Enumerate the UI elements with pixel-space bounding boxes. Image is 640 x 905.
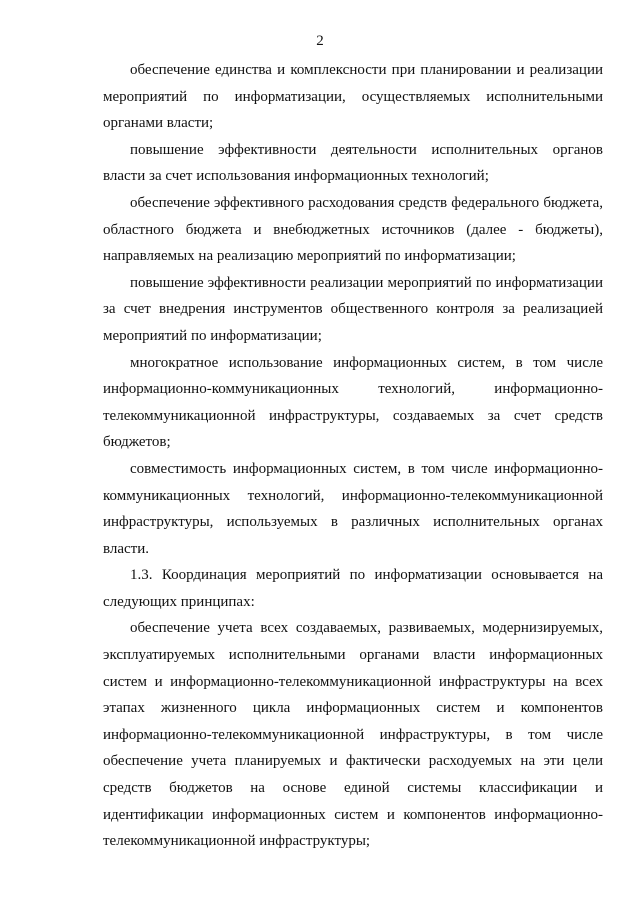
paragraph-5: многократное использование информационных систем, в том числе информационно-коммуникационных технологий, информационно-телекоммуникационной инфраструктуры, создаваемых за счет средств бюджетов; <box>103 354 603 451</box>
paragraph-4: повышение эффективности реализации мероприятий по информатизации за счет внедрения инструментов общественного контроля за реализацией мероприятий по информатизации; <box>103 274 603 344</box>
paragraph-3: обеспечение эффективного расходования средств федерального бюджета, областного бюджета и внебюджетных источников (далее - бюджеты), направляемых на реализацию мероприятий по информатизации; <box>103 194 603 265</box>
paragraph-8: обеспечение учета всех создаваемых, развиваемых, модернизируемых, эксплуатируемых исполнительными органами власти информационных систем и информационно-телекоммуникационной инфраструктуры на всех этапах жизненного цикла информационных систем и компонентов информационно-телекоммуникационной инфраструктуры, в том числе обеспечение учета планируемых и фактически расходуемых на эти цели средств бюджетов на основе единой системы классификации и идентификации информационных систем и компонентов информационно-телекоммуникационной инфраструктуры; <box>103 620 603 850</box>
document-body <box>103 57 603 855</box>
paragraph-7: 1.3. Координация мероприятий по информатизации основывается на следующих принципах: <box>103 567 603 610</box>
paragraph-1: обеспечение единства и комплексности при планировании и реализации мероприятий по информатизации, осуществляемых исполнительными органами власти; <box>103 62 603 132</box>
paragraph-6: совместимость информационных систем, в том числе информационно-коммуникационных технологий, информационно-телекоммуникационной инфраструктуры, используемых в различных исполнительных органах власти. <box>103 460 603 557</box>
page-number: 2 <box>316 33 324 49</box>
paragraph-2: повышение эффективности деятельности исполнительных органов власти за счет использования информационных технологий; <box>103 141 603 185</box>
